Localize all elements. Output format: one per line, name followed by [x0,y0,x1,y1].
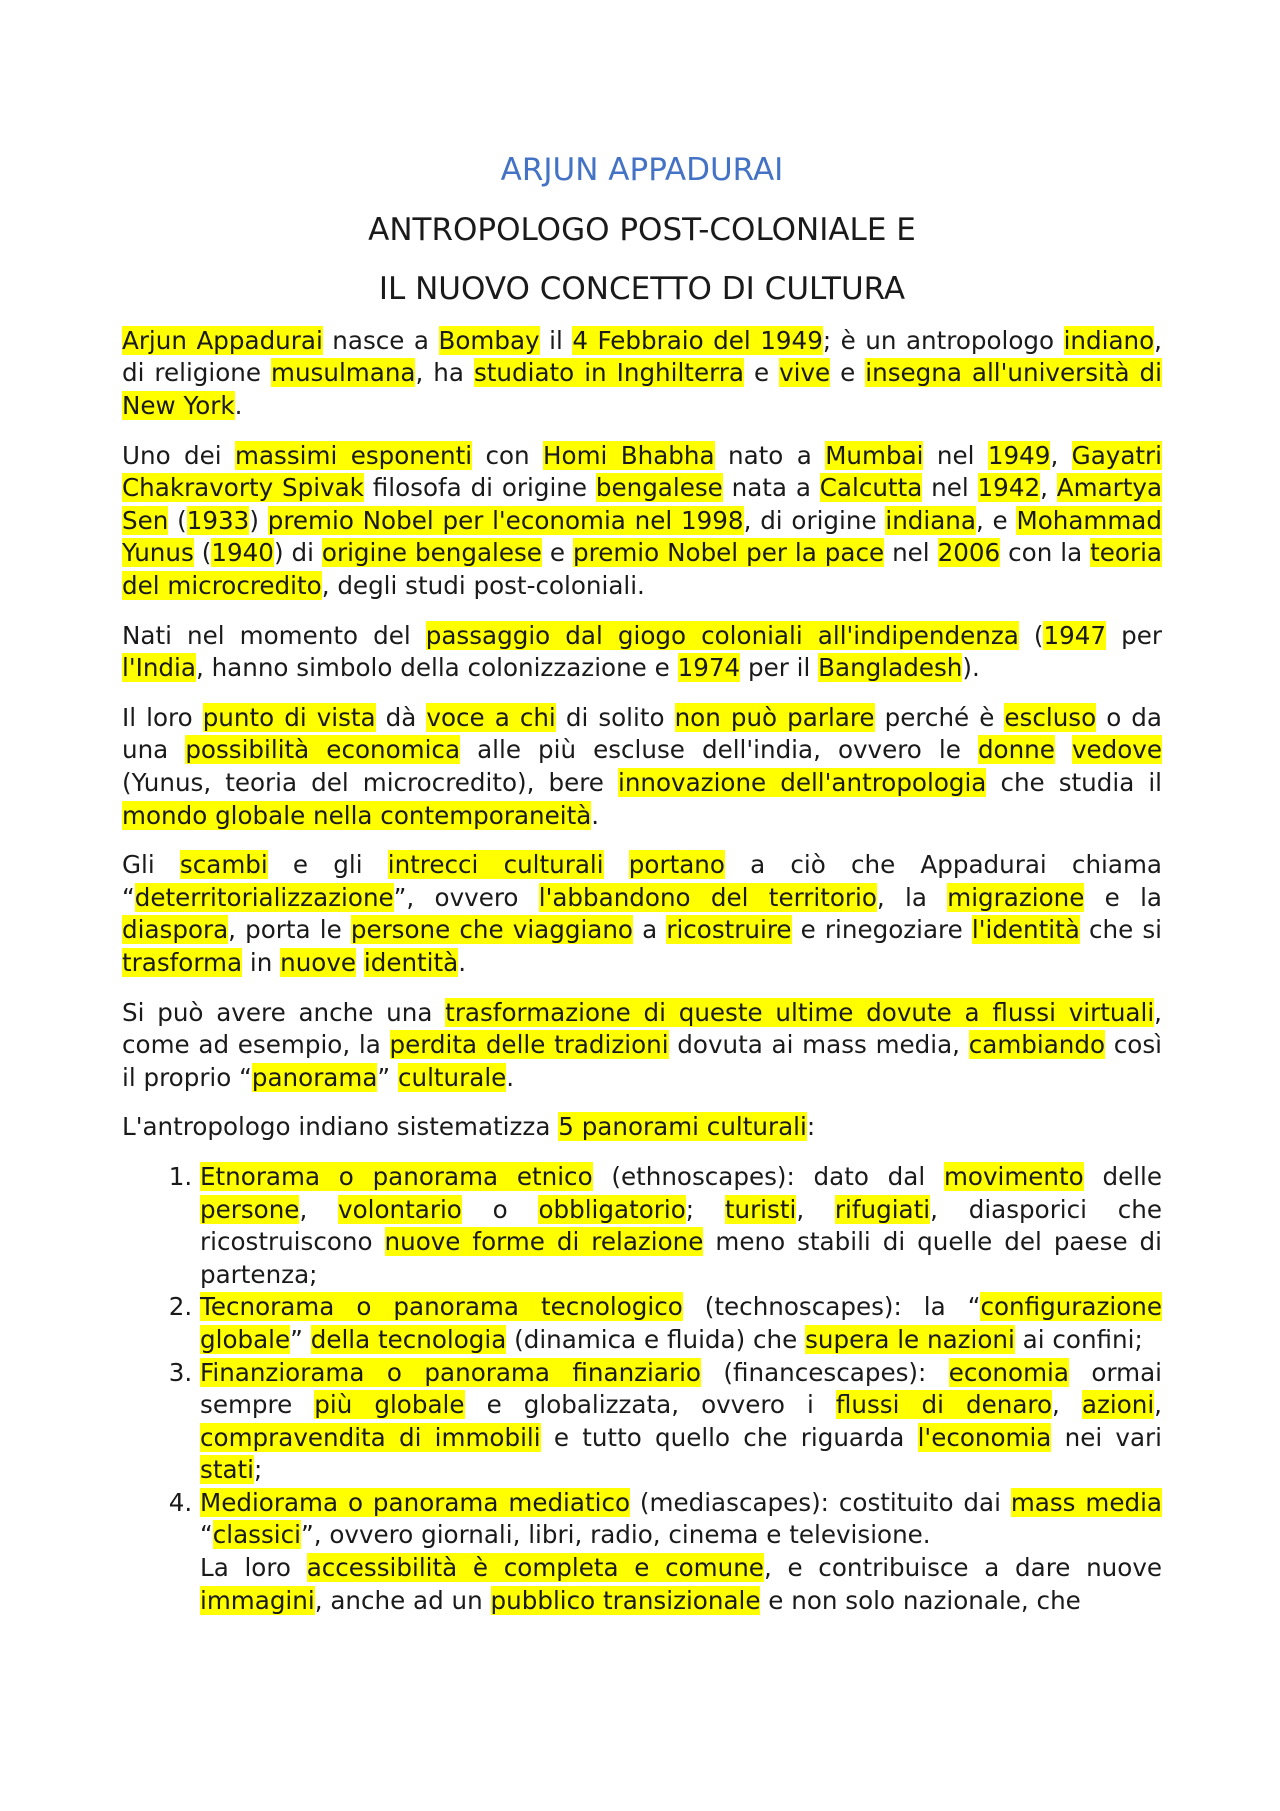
highlighted-text: ricostruire [666,915,792,945]
highlighted-text: vive [779,358,831,388]
highlighted-text: turisti [724,1194,797,1224]
highlighted-text: Bangladesh [818,653,963,683]
highlighted-text: possibilità economica [185,735,461,765]
text-run: , [1050,440,1072,470]
highlighted-text: Gayatri Chakravorty Spivak [122,440,1162,503]
highlighted-text: accessibilità è completa e comune [306,1553,764,1583]
highlighted-text: nuove [280,947,357,977]
highlighted-text: persone [200,1194,300,1224]
highlighted-text: indiano [1063,325,1155,355]
highlighted-text: punto di vista [202,702,376,732]
highlighted-text: 1947 [1043,620,1107,650]
highlighted-text: mass media [1010,1487,1162,1517]
highlighted-text: scambi [179,850,268,880]
text-run: nel [922,473,978,503]
list-item [200,1487,1162,1617]
text-run: e globalizzata, ovvero i [464,1390,836,1420]
highlighted-text: premio Nobel per la pace [573,538,885,568]
text-run: (mediascapes): costituito dai [630,1487,1011,1517]
highlighted-text: donne [977,735,1055,765]
list-item-block [200,1161,1162,1291]
text-run: , [1040,473,1057,503]
text-run: per il [740,653,819,683]
list-item-block [200,1552,1162,1617]
text-run: nei vari [1051,1422,1162,1452]
highlighted-text: flussi di denaro [835,1390,1053,1420]
text-run: e gli [267,850,388,880]
text-run: o da una [122,702,1162,765]
highlighted-text: configurazione globale [200,1292,1162,1354]
highlighted-text: 1940 [211,538,274,568]
text-run: , hanno simbolo della colonizzazione e [195,653,678,683]
highlighted-text: Homi Bhabha [543,440,715,470]
highlighted-text: 4 Febbraio del 1949 [572,325,823,355]
highlighted-text: stati [200,1455,255,1485]
text-run: filosofa di origine [363,473,596,503]
text-run: . [591,800,600,830]
highlighted-text: Mohammad Yunus [122,505,1162,568]
text-run: (technoscapes): la “ [682,1292,981,1322]
highlighted-text: 1933 [186,505,250,535]
highlighted-text: 1974 [677,653,741,683]
paragraph [122,440,1162,603]
text-run: (ethnoscapes): dato dal [592,1161,944,1191]
highlighted-text: portano [628,850,725,880]
text-run: che si [1079,915,1162,945]
text-run: L'antropologo indiano sistematizza [122,1112,559,1142]
highlighted-text: pubblico transizionale [490,1585,761,1615]
text-run: alle più escluse dell'india, ovvero le [460,735,978,765]
text-run: che studia il [986,768,1163,798]
highlighted-text: nuove forme di relazione [384,1227,704,1257]
highlighted-text: origine bengalese [321,538,542,568]
highlighted-text: cambiando [968,1030,1106,1060]
text-run: nata a [722,473,820,503]
text-run: con [472,440,544,470]
text-run: e non solo nazionale, che [760,1585,1081,1615]
list-item-block [200,1487,1162,1552]
text-run: ” [377,1062,398,1092]
document-page [122,150,1162,1617]
text-run [356,948,364,977]
text-run: e [541,538,574,568]
panorami-list [122,1161,1162,1617]
highlighted-text: obbligatorio [538,1194,686,1224]
document-subtitle-1: ANTROPOLOGO POST-COLONIALE E [368,212,916,249]
text-run: (Yunus, teoria del microcredito), bere [122,768,618,798]
text-run: e tutto quello che riguarda [540,1422,918,1452]
highlighted-text: Arjun Appadurai [122,325,323,355]
text-run: , di religione [122,325,1162,388]
highlighted-text: intrecci culturali [387,850,604,880]
text-run: (financescapes): [700,1357,949,1387]
highlighted-text: insegna all'università di New York [122,358,1162,421]
text-run: in [242,947,281,977]
text-run: con la [1000,538,1091,568]
highlighted-text: massimi esponenti [235,440,473,470]
paragraph [122,849,1162,979]
text-run: per [1106,620,1163,650]
text-run: a [632,915,667,945]
text-run: . [458,947,467,977]
highlighted-text: voce a chi [426,702,556,732]
highlighted-text: passaggio dal giogo coloniali all'indipendenza [425,620,1019,650]
text-run: il [539,325,573,355]
highlighted-text: trasformazione di queste ultime dovute a flussi virtuali [445,997,1155,1027]
text-run: (dinamica e fluida) che [506,1324,806,1354]
paragraph [122,702,1162,832]
highlighted-text: della tecnologia [310,1324,507,1354]
text-run: a ciò che Appadurai chiama “ [122,850,1162,912]
highlighted-text: volontario [338,1194,462,1224]
text-run: ). [962,653,980,683]
highlighted-text: compravendita di immobili [200,1422,541,1452]
text-run: ; è un antropologo [822,325,1064,355]
text-run: ) [249,505,268,535]
text-run: ”, ovvero [393,882,539,912]
text-run: ( [193,538,212,568]
text-run: , la [876,882,948,912]
highlighted-text: indiana [885,505,976,535]
text-run: , diasporici che ricostruiscono [200,1194,1163,1257]
text-run: Gli [122,850,180,880]
highlighted-text: bengalese [595,473,723,503]
text-run: “ [200,1520,213,1550]
highlighted-text: deterritorializzazione [134,882,394,912]
highlighted-text: immagini [200,1585,315,1615]
highlighted-text: perdita delle tradizioni [389,1030,669,1060]
highlighted-text: identità [363,947,459,977]
text-run: di solito [555,702,675,732]
list-item-block [200,1357,1162,1487]
list-item [200,1357,1162,1487]
highlighted-text: 5 panorami culturali [558,1112,807,1142]
paragraph [122,325,1162,423]
text-run: : [806,1112,816,1142]
text-run: delle [1083,1161,1163,1191]
text-run: , ha [415,358,474,388]
highlighted-text: l'India [122,653,196,683]
highlighted-text: Tecnorama o panorama tecnologico [200,1292,683,1322]
highlighted-text: migrazione [947,882,1085,912]
text-run: Si può avere anche una [122,997,446,1027]
text-run: , e contribuisce a dare nuove [763,1553,1163,1583]
highlighted-text: rifugiati [834,1194,931,1224]
text-run: , [299,1194,339,1224]
highlighted-text: Mediorama o panorama mediatico [200,1487,631,1517]
text-run: , [1154,1390,1162,1420]
text-run: ; [254,1455,263,1485]
highlighted-text: premio Nobel per l'economia nel 1998 [267,505,744,535]
text-run: o [461,1194,539,1224]
highlighted-text: Amartya Sen [122,473,1163,535]
highlighted-text: diaspora [122,915,229,945]
highlighted-text: supera le nazioni [805,1324,1015,1354]
highlighted-text: 1949 [987,440,1051,470]
highlighted-text: innovazione dell'antropologia [618,768,987,798]
highlighted-text: l'economia [917,1422,1052,1452]
text-run: La loro [200,1553,307,1583]
document-subtitle-2: IL NUOVO CONCETTO DI CULTURA [378,270,906,307]
highlighted-text: mondo globale nella contemporaneità [122,800,592,830]
text-run: , e [975,505,1017,535]
text-run: e [743,358,780,388]
text-run: nasce a [322,325,439,355]
text-run: ( [1018,620,1044,650]
text-run: ”, ovvero giornali, libri, radio, cinema e televisione. [301,1520,931,1550]
text-run: ( [168,505,187,535]
text-run: nel [884,538,938,568]
document-title: ARJUN APPADURAI [500,152,784,188]
text-run: Nati nel momento del [122,620,426,650]
text-run [604,850,629,879]
highlighted-text: classici [212,1520,301,1550]
highlighted-text: vedove [1071,735,1162,765]
highlighted-text: 1942 [977,473,1041,503]
highlighted-text: panorama [251,1062,378,1092]
text-run: . [234,391,243,421]
text-run: meno stabili di quelle del paese di partenza; [200,1227,1162,1289]
paragraph [122,620,1162,685]
text-run: dà [375,702,427,732]
highlighted-text: trasforma [122,947,243,977]
highlighted-text: Finanziorama o panorama finanziario [200,1357,701,1387]
highlighted-text: Calcutta [819,473,923,503]
paragraph [122,1111,1162,1144]
text-run: , degli studi post-coloniali. [321,571,645,601]
text-run: così il proprio “ [122,1030,1162,1092]
text-run: Uno dei [122,440,236,470]
highlighted-text: economia [948,1357,1069,1387]
text-run: , anche ad un [314,1585,491,1615]
text-run: , [1052,1390,1082,1420]
text-run: Il loro [122,702,203,732]
text-run: , porta le [228,915,351,945]
text-run: ” [290,1324,311,1354]
highlighted-text: l'identità [971,915,1080,945]
text-run: ) di [273,538,322,568]
text-run: , [796,1194,835,1224]
list-item [200,1291,1162,1356]
text-run: e la [1084,882,1163,912]
highlighted-text: escluso [1004,702,1097,732]
highlighted-text: teoria del microcredito [122,538,1162,601]
text-run: . [506,1062,515,1092]
highlighted-text: musulmana [271,358,416,388]
text-run: e [830,358,866,388]
text-run [1055,735,1072,764]
text-run: , come ad esempio, la [122,997,1162,1060]
highlighted-text: Mumbai [825,440,924,470]
text-run: ; [685,1194,725,1224]
text-run: nato a [714,440,826,470]
highlighted-text: studiato in Inghilterra [473,358,744,388]
highlighted-text: Bombay [438,325,540,355]
text-run: e rinegoziare [791,915,972,945]
text-run: ai confini; [1014,1324,1143,1354]
list-item [200,1161,1162,1291]
text-run: , di origine [743,505,886,535]
highlighted-text: movimento [943,1161,1084,1191]
highlighted-text: l'abbandono del territorio [538,882,877,912]
list-item-block [200,1291,1162,1356]
highlighted-text: persone che viaggiano [350,915,633,945]
text-run: ormai sempre [200,1357,1162,1420]
text-run: nel [923,440,988,470]
body-paragraphs [122,325,1162,1144]
text-run: perché è [874,702,1005,732]
text-run: dovuta ai mass media, [668,1030,969,1060]
highlighted-text: non può parlare [674,702,875,732]
highlighted-text: culturale [397,1062,507,1092]
highlighted-text: azioni [1081,1390,1155,1420]
highlighted-text: più globale [314,1390,465,1420]
paragraph [122,997,1162,1095]
highlighted-text: Etnorama o panorama etnico [200,1161,593,1191]
highlighted-text: 2006 [937,538,1001,568]
